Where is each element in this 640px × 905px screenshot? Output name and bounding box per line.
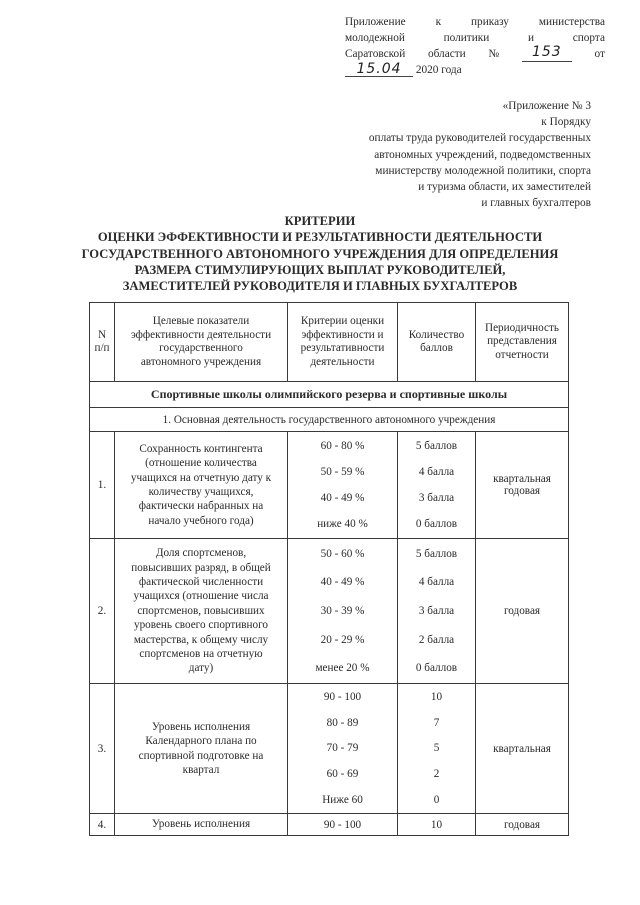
description-line: дату) [188, 662, 214, 675]
description-line: спортсменов, повысивших [137, 604, 265, 617]
document-title [60, 213, 580, 294]
annex-line: автономных учреждений, подведомственных [374, 148, 591, 161]
criteria-cell [288, 539, 398, 684]
period-value: квартальная [493, 742, 551, 755]
points-value: 5 баллов [415, 439, 458, 452]
header-text: N [97, 328, 107, 341]
description-line: (отношение количества [145, 457, 257, 470]
points-list [398, 685, 475, 813]
header-text: Критерии оценки [300, 315, 385, 327]
description-line: учащихся на отчетную дату к [130, 471, 272, 484]
header-text: п/п [94, 342, 110, 354]
period-cell [476, 539, 569, 684]
order-word: спорта [572, 32, 605, 44]
criterion-value: 50 - 60 % [320, 547, 365, 560]
criteria-cell [288, 814, 398, 836]
order-year: 2020 года [415, 64, 462, 76]
criterion-value: 50 - 59 % [320, 465, 365, 478]
header-criteria [288, 303, 398, 382]
points-value: 3 балла [418, 604, 455, 617]
table-row [90, 814, 569, 836]
criterion-value: 70 - 79 [326, 742, 359, 755]
criteria-list [288, 540, 397, 683]
subsection-title: 1. Основная деятельность государственного автономного учреждения [90, 408, 569, 432]
header-text: Периодичность [484, 321, 560, 334]
description-line: Доля спортсменов, [155, 547, 247, 560]
header-text: деятельности [310, 355, 375, 368]
points-value: 4 балла [418, 465, 455, 478]
order-reference [345, 14, 605, 78]
header-targets [115, 303, 288, 382]
period-cell [476, 814, 569, 836]
annex-reference [300, 98, 591, 211]
criteria-table [89, 302, 569, 836]
description-line: мастерства, к общему числу [133, 633, 269, 646]
section-row [90, 382, 569, 408]
indicator-description [115, 432, 288, 539]
points-value: 3 балла [418, 492, 455, 505]
header-points [398, 303, 476, 382]
order-word: министерства [538, 16, 605, 28]
header-text: эффективности деятельности [130, 328, 272, 341]
title-line: РАЗМЕРА СТИМУЛИРУЮЩИХ ВЫПЛАТ РУКОВОДИТЕЛЕЙ, [134, 262, 506, 277]
table-row [90, 432, 569, 539]
header-text: государственного [159, 342, 243, 354]
table-row [90, 539, 569, 684]
order-word: области [427, 48, 466, 60]
period-cell [476, 432, 569, 539]
subsection-row [90, 408, 569, 432]
title-line: ЗАМЕСТИТЕЛЕЙ РУКОВОДИТЕЛЯ И ГЛАВНЫХ БУХГАЛТЕРОВ [122, 279, 518, 294]
header-text: отчетности [495, 348, 549, 361]
points-value: 7 [433, 716, 440, 729]
header-text: эффективности и [301, 328, 384, 341]
points-list [398, 433, 475, 538]
row-number: 1. [90, 432, 115, 539]
points-cell [398, 432, 476, 539]
order-word: к [435, 16, 442, 28]
order-number-handwritten: 153 [522, 46, 572, 62]
description-line: учащихся (отношение числа [133, 590, 269, 603]
description-line: фактической численности [138, 575, 264, 588]
criteria-cell [288, 684, 398, 814]
points-value: 0 [433, 793, 440, 806]
description-line: Календарного плана по [145, 735, 257, 748]
annex-line: министерству молодежной политики, спорта [375, 164, 591, 177]
header-text: баллов [420, 342, 453, 354]
title-line: КРИТЕРИИ [284, 214, 356, 228]
criterion-value: 30 - 39 % [320, 604, 365, 617]
criteria-list [288, 433, 397, 538]
annex-line: к Порядку [541, 116, 591, 129]
criterion-value: 60 - 80 % [320, 439, 365, 452]
order-word: политики [443, 32, 490, 44]
period-value: годовая [503, 818, 541, 831]
order-reference-line-2 [345, 30, 605, 46]
criterion-value: 60 - 69 [326, 768, 359, 781]
criteria-cell [288, 432, 398, 539]
order-word: приказу [471, 16, 509, 28]
order-reference-line-3 [345, 46, 605, 62]
description-line: фактически набранных на [138, 500, 264, 513]
points-value: 4 балла [418, 576, 455, 589]
header-period [476, 303, 569, 382]
table-header-row [90, 303, 569, 382]
row-number: 3. [90, 684, 115, 814]
points-value: 10 [430, 818, 443, 831]
order-word: и [527, 32, 535, 44]
row-number: 4. [90, 814, 115, 836]
period-cell [476, 684, 569, 814]
order-word: от [594, 48, 605, 60]
table-row [90, 684, 569, 814]
criterion-value: 90 - 100 [323, 691, 362, 704]
period-value: годовая [503, 605, 541, 617]
points-cell [398, 814, 476, 836]
header-text: представления [487, 335, 557, 348]
header-text: автономного учреждения [140, 355, 262, 368]
points-value: 0 баллов [415, 518, 458, 531]
title-line: ГОСУДАРСТВЕННОГО АВТОНОМНОГО УЧРЕЖДЕНИЯ ДЛЯ ОПРЕДЕЛЕНИЯ [81, 246, 559, 261]
criterion-value: менее 20 % [315, 662, 370, 675]
description-line: спортсменов на отчетную [139, 648, 263, 661]
points-value: 2 балла [418, 633, 455, 646]
description-line: Уровень исполнения [151, 818, 251, 831]
points-value: 5 баллов [415, 547, 458, 560]
points-cell [398, 539, 476, 684]
description-line: начало учебного года) [148, 514, 254, 527]
criterion-value: 90 - 100 [323, 818, 362, 831]
period-value: годовая [503, 485, 541, 497]
criterion-value: ниже 40 % [317, 518, 368, 531]
criterion-value: 40 - 49 % [320, 492, 365, 505]
points-value: 5 [433, 742, 440, 755]
criterion-value: 20 - 29 % [320, 633, 365, 646]
points-value: 2 [433, 768, 440, 781]
order-word: Саратовской [345, 48, 406, 60]
criteria-list [288, 685, 397, 813]
criterion-value: Ниже 60 [322, 793, 363, 806]
description-line: спортивной подготовке на [138, 749, 264, 762]
period-value: квартальная [493, 473, 551, 485]
criterion-value: 40 - 49 % [320, 576, 365, 589]
order-word: молодежной [345, 32, 405, 44]
header-text: Целевые показатели [152, 315, 250, 327]
section-title: Спортивные школы олимпийского резерва и спортивные школы [90, 382, 569, 408]
points-list [398, 540, 475, 683]
description-line: уровень своего спортивного [133, 619, 269, 632]
annex-line: и туризма области, их заместителей [418, 181, 591, 194]
description-line: Сохранность контингента [139, 442, 263, 455]
row-number: 2. [90, 539, 115, 684]
annex-line: оплаты труда руководителей государственных [368, 132, 591, 145]
description-line: повысивших разряд, в общей [131, 561, 271, 574]
points-cell [398, 684, 476, 814]
annex-line: и главных бухгалтеров [481, 197, 591, 210]
criterion-value: 80 - 89 [326, 716, 359, 729]
order-word: № [488, 48, 500, 60]
points-value: 0 баллов [415, 662, 458, 675]
order-word: Приложение [345, 16, 406, 28]
title-line: ОЦЕНКИ ЭФФЕКТИВНОСТИ И РЕЗУЛЬТАТИВНОСТИ ДЕЯТЕЛЬНОСТИ [97, 230, 543, 245]
indicator-description [115, 684, 288, 814]
header-text: Количество [408, 328, 465, 341]
annex-line: «Приложение № 3 [502, 100, 591, 112]
order-date-handwritten: 15.04 [345, 63, 413, 77]
header-text: результативности [300, 342, 385, 354]
description-line: Уровень исполнения [151, 720, 251, 733]
order-reference-line-4 [345, 62, 605, 78]
order-reference-line-1 [345, 14, 605, 30]
description-line: количеству учащихся, [148, 486, 254, 498]
header-number [90, 303, 115, 382]
indicator-description [115, 539, 288, 684]
indicator-description [115, 814, 288, 836]
points-value: 10 [430, 691, 443, 704]
description-line: квартал [182, 763, 220, 776]
